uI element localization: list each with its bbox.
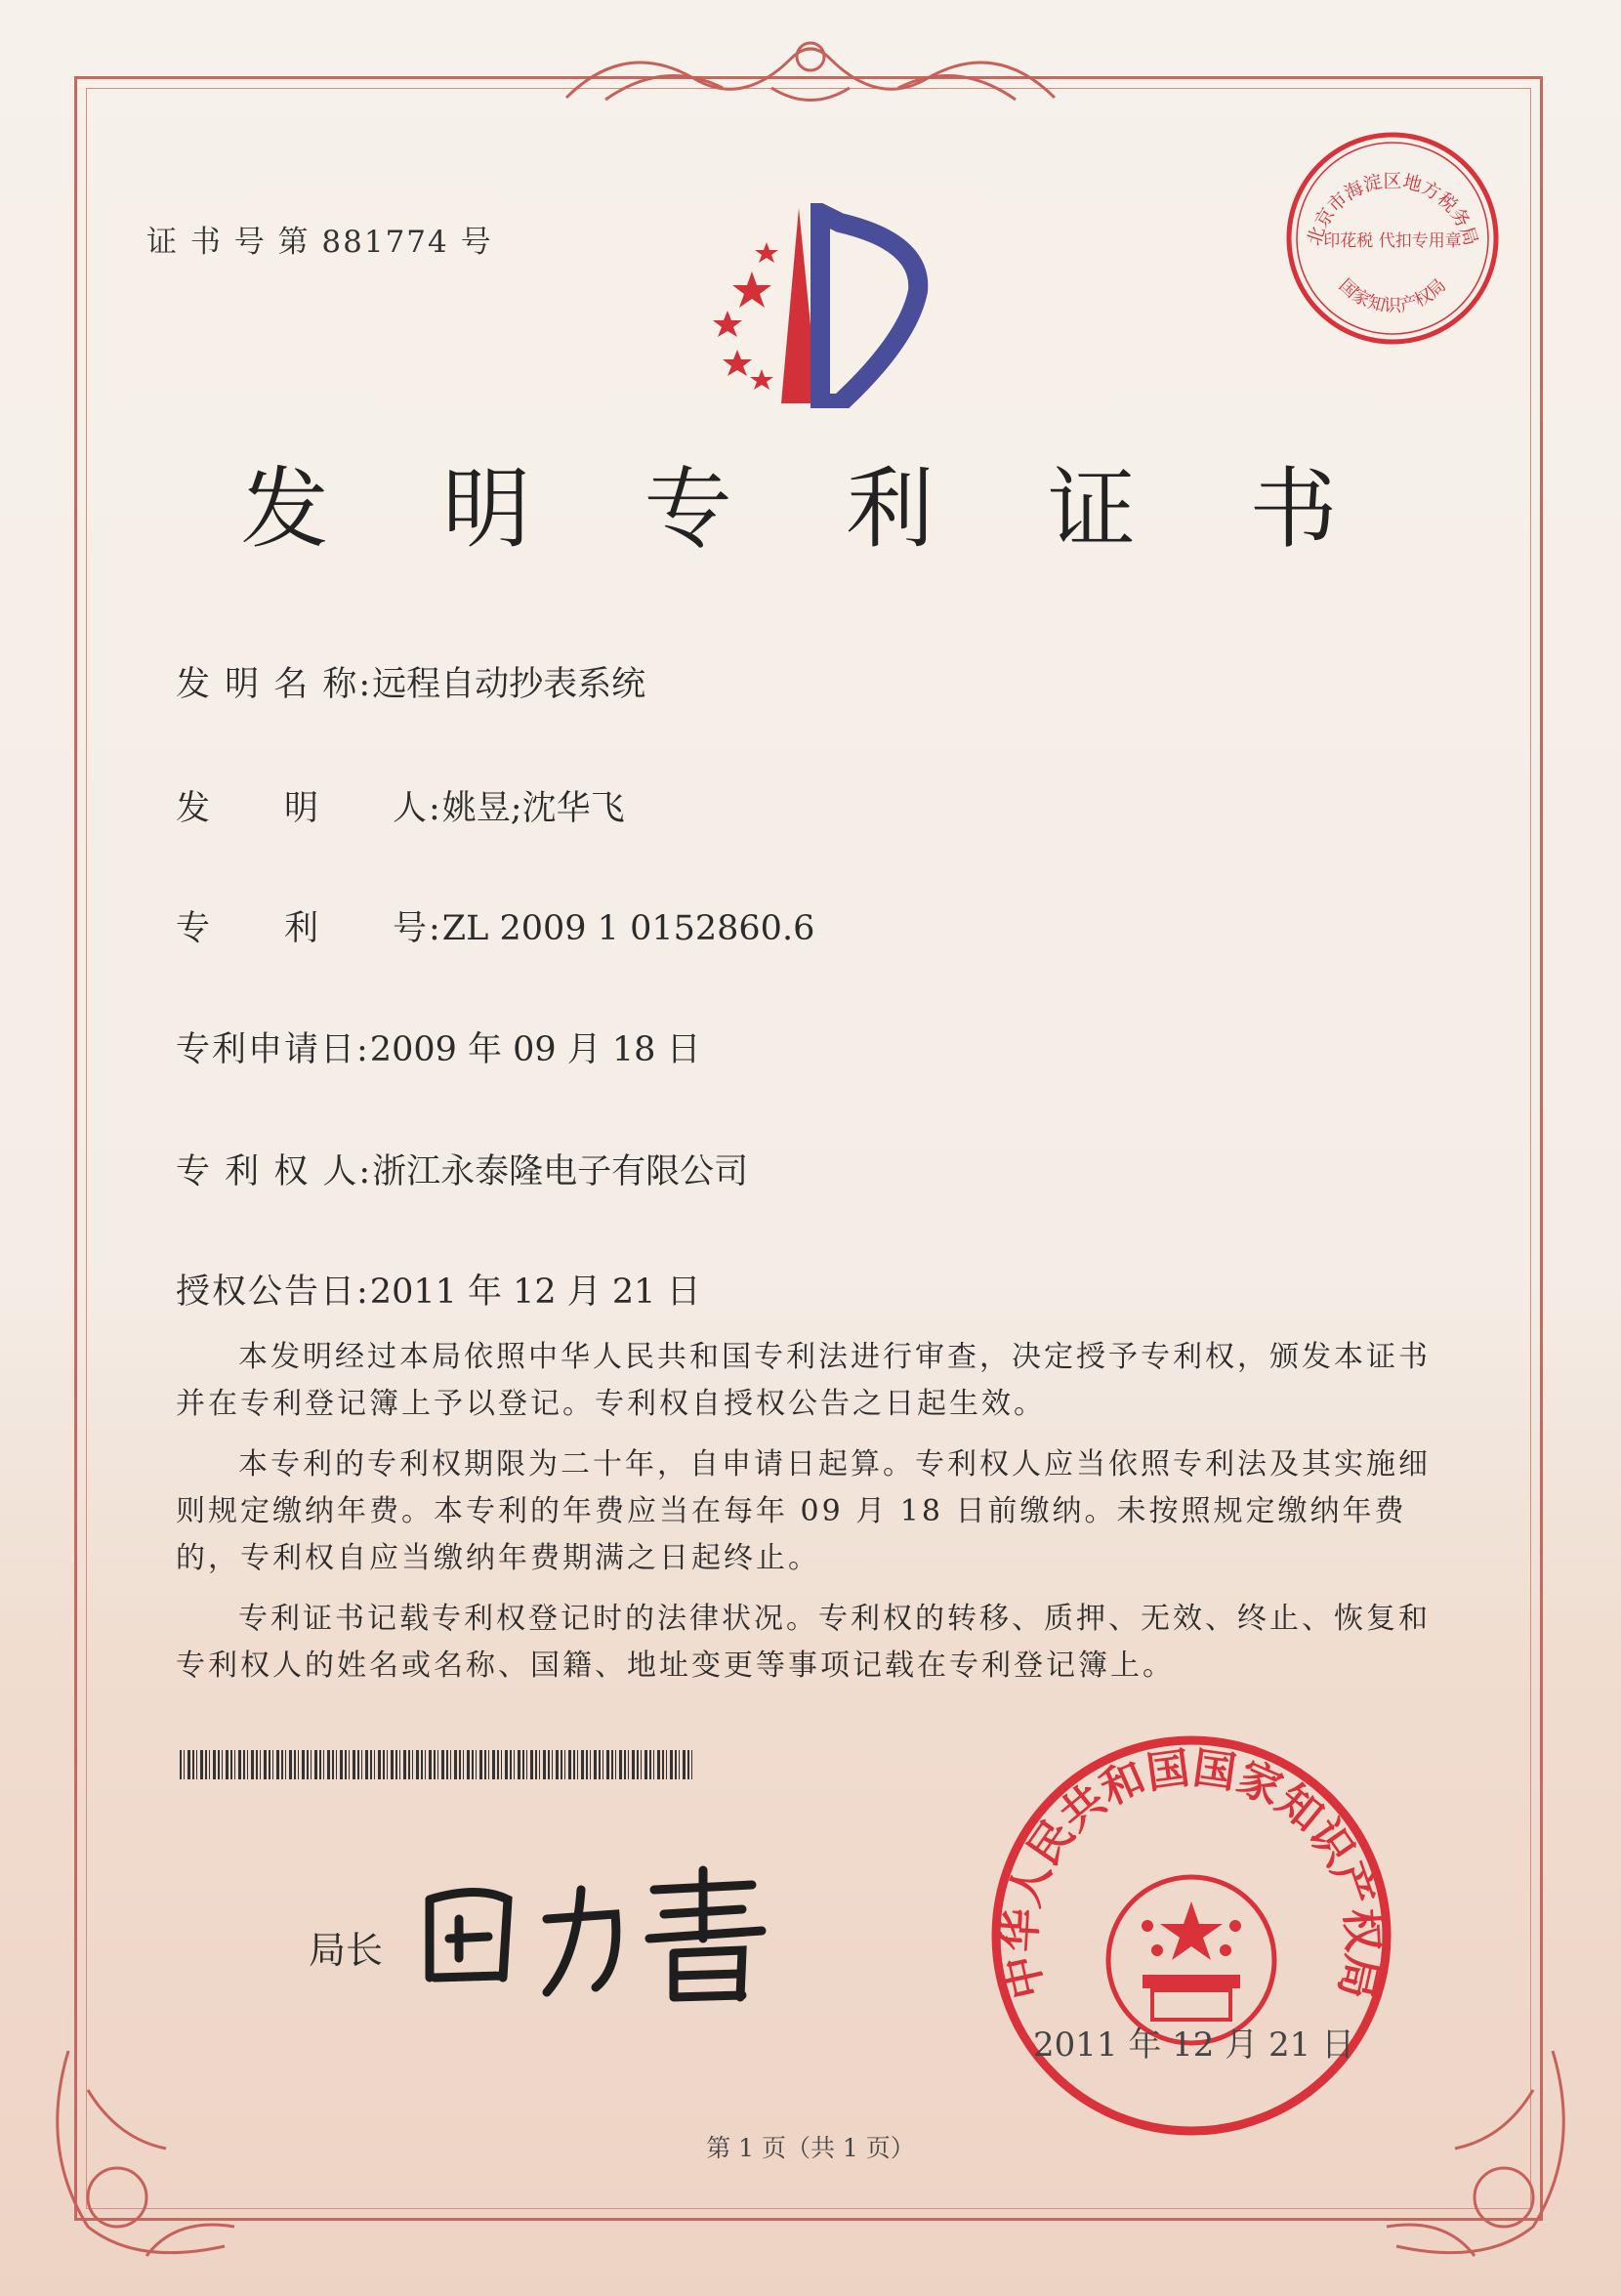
field-value: 姚昱;沈华飞	[441, 789, 625, 828]
field-value: 2011 年 12 月 21 日	[369, 1273, 701, 1312]
field-label: 专 利 权 人:	[176, 1152, 373, 1191]
paragraph: 专利证书记载专利权登记时的法律状况。专利权的转移、质押、无效、终止、恢复和专利权人的姓名或名称、国籍、地址变更等事项记载在专利登记簿上。	[176, 1602, 1431, 1683]
page-number: 第 1 页（共 1 页）	[706, 2134, 915, 2162]
field-value: 浙江永泰隆电子有限公司	[372, 1152, 749, 1191]
field-label: 发 明 人:	[176, 789, 442, 828]
patent-office-logo-icon	[684, 203, 937, 408]
director-label: 局长	[309, 1929, 384, 1972]
paragraph: 本发明经过本局依照中华人民共和国专利法进行审查，决定授予专利权，颁发本证书并在专利登记簿上予以登记。专利权自授权公告之日起生效。	[176, 1340, 1431, 1421]
field-label: 授权公告日:	[176, 1273, 370, 1312]
office-seal	[986, 1731, 1396, 2141]
paragraph: 本专利的专利权期限为二十年，自申请日起算。专利权人应当依照专利法及其实施细则规定缴纳年费。本专利的年费应当在每年 09 月 18 日前缴纳。未按照规定缴纳年费的，专利权自应当缴纳年费期满之日起终止。	[176, 1447, 1431, 1575]
seal-bottom-text: 国家知识产权局	[1334, 274, 1451, 317]
svg-text:国家知识产权局	[1335, 275, 1450, 316]
field-label: 专 利 号:	[176, 909, 442, 948]
page-title: 发 明 专 利 证 书	[240, 458, 1381, 561]
field-invention-name	[176, 657, 645, 706]
field-label: 发 明 名 称:	[176, 665, 373, 704]
field-value: ZL 2009 1 0152860.6	[441, 909, 815, 948]
field-patentee	[176, 1145, 748, 1193]
top-ornament-icon	[547, 29, 1074, 117]
certificate-body	[176, 1334, 1435, 1703]
field-value: 远程自动抄表系统	[372, 665, 646, 704]
director-signature	[410, 1860, 791, 2007]
seal-date: 2011 年 12 月 21 日	[1033, 2025, 1355, 2065]
seal-main-text: 中华人民共和国国家知识产权局	[995, 1743, 1388, 2004]
field-label: 专利申请日:	[176, 1030, 370, 1069]
field-application-date	[176, 1023, 701, 1071]
tax-stamp-seal	[1281, 127, 1504, 350]
field-inventor	[176, 781, 625, 830]
field-grant-date	[176, 1265, 701, 1314]
seal-top-text: 北京市海淀区地方税务局	[1303, 170, 1482, 249]
field-value: 2009 年 09 月 18 日	[369, 1030, 701, 1069]
svg-text:中华人民共和国国家知识产权局	[995, 1743, 1388, 2003]
field-patent-number	[176, 901, 814, 950]
barcode	[180, 1750, 695, 1779]
certificate-number: 证 书 号 第 881774 号	[146, 225, 493, 260]
seal-center-text: 印花税 代扣专用章	[1323, 231, 1462, 251]
